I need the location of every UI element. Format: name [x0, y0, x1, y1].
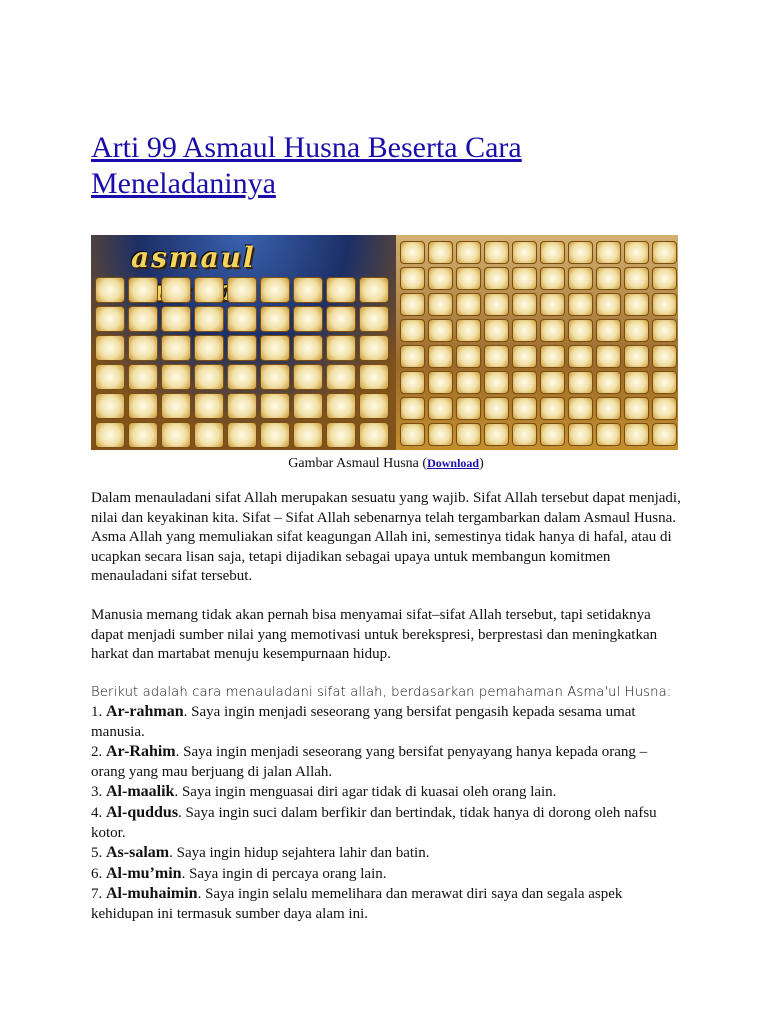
name-tile — [596, 319, 621, 342]
name-tile — [359, 364, 389, 390]
item-text: . Saya ingin menjadi seseorang yang bersifat pengasih kepada sesama umat manusia. — [91, 704, 636, 740]
name-tile — [359, 422, 389, 448]
name-tile — [260, 306, 290, 332]
name-tile — [161, 364, 191, 390]
name-tile — [652, 293, 677, 316]
name-tile — [540, 293, 565, 316]
caption-text: Gambar Asmaul Husna ( — [288, 456, 428, 471]
name-tile — [540, 423, 565, 446]
name-tile — [596, 241, 621, 264]
asmaul-husna-image — [91, 235, 678, 450]
item-number: 6. — [91, 865, 103, 882]
name-tile — [95, 335, 125, 361]
name-tile — [624, 423, 649, 446]
name-tile — [512, 423, 537, 446]
name-tile — [359, 335, 389, 361]
name-tile — [596, 293, 621, 316]
name-tile — [194, 277, 224, 303]
name-tile — [568, 397, 593, 420]
banner-logo-text: asmaul — [131, 241, 256, 274]
name-tile — [326, 335, 356, 361]
name-tile — [568, 241, 593, 264]
name-tile — [227, 335, 257, 361]
item-name: Ar-Rahim — [106, 743, 176, 761]
item-name: Al-quddus — [106, 803, 179, 821]
name-tile — [293, 306, 323, 332]
name-tile — [128, 306, 158, 332]
name-tile — [400, 371, 425, 394]
name-tile — [260, 335, 290, 361]
name-tile — [128, 335, 158, 361]
item-number: 4. — [91, 804, 103, 821]
name-tile — [624, 345, 649, 368]
name-tile — [161, 306, 191, 332]
name-tile — [456, 267, 481, 290]
name-tile — [652, 423, 677, 446]
name-tile — [428, 397, 453, 420]
name-tile — [95, 393, 125, 419]
name-tile — [540, 371, 565, 394]
name-tile — [540, 267, 565, 290]
paragraph-1: Dalam menauladani sifat Allah merupakan sesuatu yang wajib. Sifat Allah tersebut dapat menjadi, nilai dan keyakinan kita. Sifat – Sifat Allah sebenarnya telah tergambarkan dalam Asmaul Husna. Asma Allah yang memuliakan sifat keagungan Allah ini, semestinya tidak hanya di hafal, atau di ucapkan secara lisan saja, tetapi dijadikan sebagai upaya untuk membangun komitmen menauladani sifat tersebut. — [91, 490, 681, 585]
name-tile — [540, 241, 565, 264]
name-tile — [326, 393, 356, 419]
name-tile — [568, 319, 593, 342]
list-item — [91, 803, 683, 843]
name-tile — [400, 267, 425, 290]
names-grid-left — [95, 277, 389, 448]
list-item — [91, 742, 683, 782]
name-tile — [568, 267, 593, 290]
name-tile — [456, 241, 481, 264]
name-tile — [624, 293, 649, 316]
name-tile — [161, 335, 191, 361]
name-tile — [456, 293, 481, 316]
name-tile — [359, 277, 389, 303]
name-tile — [428, 319, 453, 342]
name-tile — [596, 371, 621, 394]
name-tile — [456, 423, 481, 446]
name-tile — [624, 371, 649, 394]
name-tile — [95, 422, 125, 448]
article-title-link[interactable]: Arti 99 Asmaul Husna Beserta Cara Meneladaninya — [91, 131, 522, 200]
name-tile — [428, 371, 453, 394]
item-number: 3. — [91, 784, 103, 801]
article-title — [91, 130, 681, 202]
name-tile — [624, 397, 649, 420]
name-tile — [260, 364, 290, 390]
name-tile — [326, 422, 356, 448]
name-tile — [161, 393, 191, 419]
name-tile — [227, 364, 257, 390]
item-name: As-salam — [106, 844, 170, 862]
caption-end: ) — [479, 456, 484, 471]
name-tile — [326, 364, 356, 390]
name-tile — [95, 364, 125, 390]
name-tile — [484, 293, 509, 316]
name-tile — [596, 267, 621, 290]
name-tile — [326, 306, 356, 332]
names-grid-right — [400, 241, 677, 446]
name-tile — [484, 397, 509, 420]
name-tile — [400, 423, 425, 446]
name-tile — [260, 422, 290, 448]
name-tile — [484, 371, 509, 394]
name-tile — [568, 345, 593, 368]
name-tile — [596, 345, 621, 368]
name-tile — [359, 393, 389, 419]
name-tile — [456, 397, 481, 420]
name-tile — [484, 423, 509, 446]
item-text: . Saya ingin hidup sejahtera lahir dan batin. — [169, 845, 430, 862]
name-tile — [652, 267, 677, 290]
name-tile — [624, 267, 649, 290]
name-tile — [512, 319, 537, 342]
name-tile — [227, 277, 257, 303]
name-tile — [596, 423, 621, 446]
name-tile — [540, 319, 565, 342]
name-tile — [512, 293, 537, 316]
name-tile — [484, 267, 509, 290]
name-tile — [293, 364, 323, 390]
item-text: . Saya ingin menguasai diri agar tidak di kuasai oleh orang lain. — [174, 784, 557, 801]
name-tile — [194, 393, 224, 419]
name-tile — [128, 422, 158, 448]
name-tile — [540, 397, 565, 420]
asmaul-husna-list — [91, 702, 683, 925]
item-number: 5. — [91, 845, 103, 862]
name-tile — [568, 371, 593, 394]
name-tile — [194, 364, 224, 390]
name-tile — [227, 422, 257, 448]
list-item — [91, 702, 683, 742]
name-tile — [161, 277, 191, 303]
name-tile — [400, 345, 425, 368]
name-tile — [400, 293, 425, 316]
list-item — [91, 884, 683, 924]
name-tile — [568, 423, 593, 446]
name-tile — [456, 345, 481, 368]
name-tile — [128, 277, 158, 303]
name-tile — [428, 423, 453, 446]
name-tile — [652, 397, 677, 420]
name-tile — [227, 306, 257, 332]
name-tile — [512, 241, 537, 264]
name-tile — [512, 267, 537, 290]
name-tile — [359, 306, 389, 332]
name-tile — [428, 241, 453, 264]
name-tile — [484, 241, 509, 264]
name-tile — [400, 319, 425, 342]
name-tile — [293, 422, 323, 448]
item-name: Al-maalik — [106, 783, 175, 801]
item-name: Al-mu’min — [106, 864, 182, 882]
item-text: . Saya ingin selalu memelihara dan merawat diri saya dan segala aspek kehidupan ini termasuk sumber daya alam ini. — [91, 886, 623, 922]
item-number: 1. — [91, 704, 103, 720]
name-tile — [652, 371, 677, 394]
name-tile — [95, 306, 125, 332]
name-tile — [512, 345, 537, 368]
item-text: . Saya ingin suci dalam berfikir dan bertindak, tidak hanya di dorong oleh nafsu kotor. — [91, 804, 657, 841]
name-tile — [428, 267, 453, 290]
name-tile — [652, 345, 677, 368]
name-tile — [484, 319, 509, 342]
name-tile — [568, 293, 593, 316]
name-tile — [400, 397, 425, 420]
item-number: 7. — [91, 886, 103, 903]
name-tile — [624, 241, 649, 264]
image-caption — [91, 454, 681, 473]
name-tile — [194, 422, 224, 448]
name-tile — [624, 319, 649, 342]
name-tile — [652, 319, 677, 342]
name-tile — [428, 293, 453, 316]
name-tile — [194, 335, 224, 361]
download-link[interactable]: Download — [427, 456, 480, 470]
name-tile — [596, 397, 621, 420]
name-tile — [293, 335, 323, 361]
item-number: 2. — [91, 744, 103, 761]
name-tile — [293, 277, 323, 303]
name-tile — [227, 393, 257, 419]
name-tile — [484, 345, 509, 368]
list-item — [91, 843, 683, 864]
name-tile — [161, 422, 191, 448]
name-tile — [128, 393, 158, 419]
item-text: . Saya ingin di percaya orang lain. — [181, 865, 387, 882]
name-tile — [428, 345, 453, 368]
item-name: Al-muhaimin — [106, 885, 198, 903]
list-intro: Berikut adalah cara menauladani sifat allah, berdasarkan pemahaman Asma'ul Husna: — [91, 685, 672, 700]
name-tile — [400, 241, 425, 264]
name-tile — [512, 397, 537, 420]
list-item — [91, 864, 683, 885]
name-tile — [326, 277, 356, 303]
name-tile — [194, 306, 224, 332]
name-tile — [128, 364, 158, 390]
item-name: Ar-rahman — [106, 703, 184, 720]
name-tile — [456, 371, 481, 394]
item-text: . Saya ingin menjadi seseorang yang bersifat penyayang hanya kepada orang – orang yang mau berjuang di jalan Allah. — [91, 744, 648, 780]
name-tile — [260, 393, 290, 419]
name-tile — [456, 319, 481, 342]
list-item — [91, 782, 683, 803]
paragraph-2: Manusia memang tidak akan pernah bisa menyamai sifat–sifat Allah tersebut, tapi setidaknya dapat menjadi sumber nilai yang memotivasi untuk berekspresi, berprestasi dan meningkatkan harkat dan martabat menuju kesempurnaan hidup. — [91, 607, 658, 663]
name-tile — [260, 277, 290, 303]
name-tile — [512, 371, 537, 394]
name-tile — [293, 393, 323, 419]
name-tile — [652, 241, 677, 264]
name-tile — [540, 345, 565, 368]
name-tile — [95, 277, 125, 303]
